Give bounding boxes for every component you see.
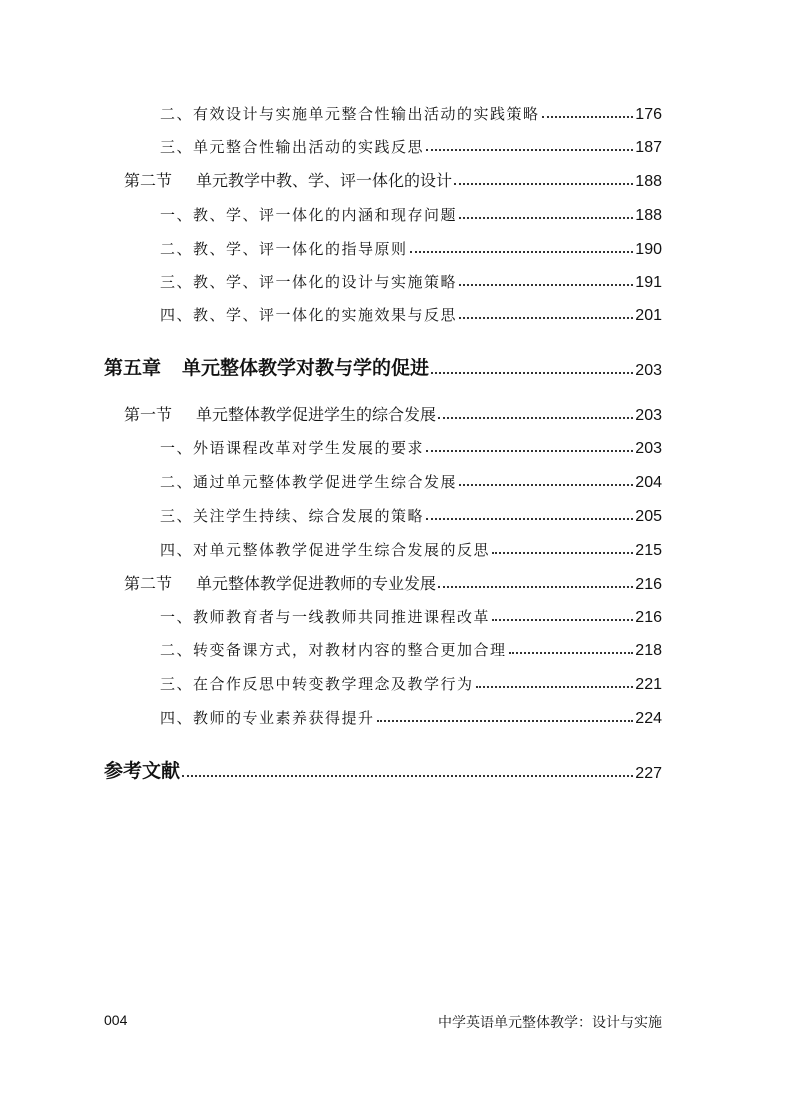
toc-entry-title: 四、教、学、评一体化的实施效果与反思 <box>160 306 458 324</box>
toc-entry-title: 二、通过单元整体教学促进学生综合发展 <box>160 473 458 491</box>
toc-page-number: 176 <box>635 106 662 123</box>
toc-page-number: 216 <box>635 576 662 593</box>
toc-entry[interactable] <box>160 270 662 292</box>
toc-entry-title: 四、对单元整体教学促进学生综合发展的反思 <box>160 541 491 559</box>
footer-page-number: 004 <box>104 1012 128 1028</box>
toc-chapter-number: 第五章 <box>104 357 162 379</box>
toc-entry-title: 一、教、学、评一体化的内涵和现存问题 <box>160 206 458 224</box>
toc-entry-title: 一、外语课程改革对学生发展的要求 <box>160 439 425 457</box>
toc-section-entry[interactable] <box>124 572 662 594</box>
toc-entry[interactable] <box>160 237 662 259</box>
toc-entry-title: 三、教、学、评一体化的设计与实施策略 <box>160 273 458 291</box>
toc-page-number: 205 <box>635 508 662 525</box>
toc-page-number: 227 <box>635 765 662 782</box>
toc-entry-title: 四、教师的专业素养获得提升 <box>160 709 375 727</box>
toc-entry[interactable] <box>160 605 662 627</box>
toc-entry-title: 二、教、学、评一体化的指导原则 <box>160 240 408 258</box>
dot-leader <box>438 585 633 588</box>
toc-entry[interactable] <box>160 638 662 660</box>
toc-section-entry[interactable] <box>124 403 662 425</box>
toc-section-title: 单元教学中教、学、评一体化的设计 <box>196 171 453 190</box>
dot-leader <box>438 416 633 419</box>
dot-leader <box>459 283 633 286</box>
toc-chapter-title: 参考文献 <box>104 760 181 782</box>
toc-entry-title: 三、在合作反思中转变教学理念及教学行为 <box>160 675 474 693</box>
dot-leader <box>459 216 633 219</box>
dot-leader <box>492 618 633 621</box>
toc-entry-title: 三、关注学生持续、综合发展的策略 <box>160 507 425 525</box>
toc-entry-title: 一、教师教育者与一线教师共同推进课程改革 <box>160 608 491 626</box>
toc-page-number: 221 <box>635 676 662 693</box>
dot-leader <box>454 182 633 185</box>
dot-leader <box>410 250 634 253</box>
toc-page-number: 201 <box>635 307 662 324</box>
dot-leader <box>182 774 633 777</box>
toc-page-number: 204 <box>635 474 662 491</box>
dot-leader <box>431 371 633 374</box>
toc-section-number: 第一节 <box>124 405 173 424</box>
toc-chapter-entry[interactable] <box>104 757 662 783</box>
toc-page-number: 203 <box>635 407 662 424</box>
toc-page-number: 215 <box>635 542 662 559</box>
toc-entry-title: 二、转变备课方式，对教材内容的整合更加合理 <box>160 641 507 659</box>
toc-section-title: 单元整体教学促进教师的专业发展 <box>196 574 437 593</box>
dot-leader <box>459 316 633 319</box>
dot-leader <box>459 483 633 486</box>
toc-page-number: 216 <box>635 609 662 626</box>
toc-page-number: 190 <box>635 241 662 258</box>
toc-page-number: 224 <box>635 710 662 727</box>
dot-leader <box>377 719 634 722</box>
toc-page-number: 203 <box>635 362 662 379</box>
toc-entry[interactable] <box>160 470 662 492</box>
toc-entry[interactable] <box>160 102 662 124</box>
toc-chapter-entry[interactable] <box>104 354 662 380</box>
toc-section-entry[interactable] <box>124 169 662 191</box>
toc-entry-title: 二、有效设计与实施单元整合性输出活动的实践策略 <box>160 105 540 123</box>
toc-page-number: 203 <box>635 440 662 457</box>
toc-entry[interactable] <box>160 303 662 325</box>
toc-entry[interactable] <box>160 538 662 560</box>
toc-page-number: 188 <box>635 207 662 224</box>
toc-section-number: 第二节 <box>124 171 173 190</box>
dot-leader <box>426 517 633 520</box>
dot-leader <box>509 651 634 654</box>
toc-entry[interactable] <box>160 135 662 157</box>
toc-page-number: 188 <box>635 173 662 190</box>
dot-leader <box>542 115 634 118</box>
toc-section-title: 单元整体教学促进学生的综合发展 <box>196 405 437 424</box>
toc-entry-title: 三、单元整合性输出活动的实践反思 <box>160 138 425 156</box>
toc-page-number: 187 <box>635 139 662 156</box>
toc-page-number: 218 <box>635 642 662 659</box>
dot-leader <box>492 551 633 554</box>
toc-chapter-title: 单元整体教学对教与学的促进 <box>182 357 430 379</box>
toc-page-number: 191 <box>635 274 662 291</box>
dot-leader <box>476 685 634 688</box>
dot-leader <box>426 449 633 452</box>
footer-book-title: 中学英语单元整体教学：设计与实施 <box>438 1015 662 1031</box>
dot-leader <box>426 148 633 151</box>
toc-entry[interactable] <box>160 203 662 225</box>
toc-entry[interactable] <box>160 672 662 694</box>
toc-section-number: 第二节 <box>124 574 173 593</box>
toc-entry[interactable] <box>160 504 662 526</box>
toc-entry[interactable] <box>160 706 662 728</box>
toc-entry[interactable] <box>160 436 662 458</box>
